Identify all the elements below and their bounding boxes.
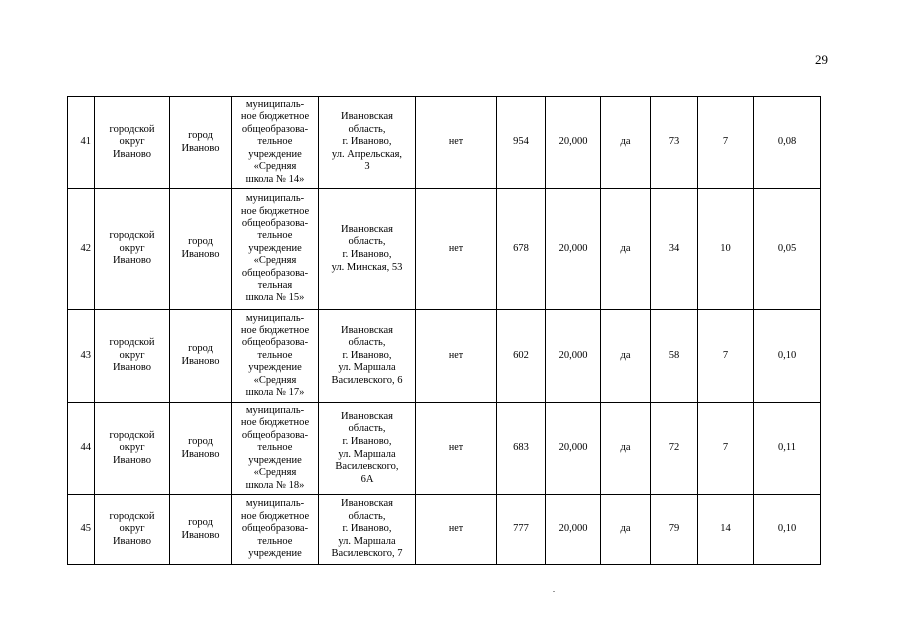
n2-cell xyxy=(698,403,754,495)
flag1-cell xyxy=(416,495,497,565)
n1-cell xyxy=(651,403,698,495)
count-cell-text: 777 xyxy=(513,523,529,535)
count-cell xyxy=(497,189,546,310)
flag2-cell xyxy=(601,403,651,495)
flag1-cell xyxy=(416,403,497,495)
city-cell-text: город Иваново xyxy=(181,516,220,541)
flag1-cell-text: нет xyxy=(448,136,464,148)
value-cell xyxy=(546,495,601,565)
address-cell-text: Ивановская область, г. Иваново, ул. Маршала Василевского, 6А xyxy=(335,410,399,485)
row-number-cell-text: 43 xyxy=(80,349,91,361)
institution-cell-text: муниципаль- ное бюджетное общеобразова- тельное учреждение «Средняя школа № 17» xyxy=(240,312,310,399)
district-cell xyxy=(95,403,170,495)
row-number-cell-text: 42 xyxy=(80,242,91,254)
city-cell xyxy=(170,495,232,565)
institution-cell xyxy=(232,97,319,189)
address-cell-text: Ивановская область, г. Иваново, ул. Апрельская, 3 xyxy=(331,111,403,173)
city-cell xyxy=(170,189,232,310)
ratio-cell xyxy=(754,310,821,403)
n2-cell-text: 10 xyxy=(720,242,731,254)
n1-cell xyxy=(651,189,698,310)
n1-cell-text: 73 xyxy=(668,136,680,148)
n2-cell-text: 7 xyxy=(722,136,729,148)
address-cell xyxy=(319,495,416,565)
flag2-cell-text: да xyxy=(620,442,631,454)
district-cell-text: городской округ Иваново xyxy=(109,510,155,547)
value-cell-text: 20,000 xyxy=(558,442,588,454)
institution-cell-text: муниципаль- ное бюджетное общеобразова- тельное учреждение «Средняя общеобразова- тельная школа № 15» xyxy=(240,193,310,304)
institution-cell xyxy=(232,403,319,495)
flag1-cell xyxy=(416,189,497,310)
row-number-cell xyxy=(68,310,95,403)
flag1-cell xyxy=(416,310,497,403)
flag1-cell xyxy=(416,97,497,189)
institution-cell xyxy=(232,310,319,403)
row-number-cell xyxy=(68,495,95,565)
n2-cell-text: 7 xyxy=(722,349,729,361)
flag1-cell-text: нет xyxy=(448,442,464,454)
city-cell-text: город Иваново xyxy=(181,236,220,260)
flag2-cell-text: да xyxy=(620,349,631,361)
institution-cell xyxy=(232,495,319,565)
city-cell-text: город Иваново xyxy=(181,343,220,367)
flag2-cell xyxy=(601,310,651,403)
row-number-cell xyxy=(68,189,95,310)
page-number: 29 xyxy=(815,52,828,67)
count-cell xyxy=(497,403,546,495)
row-number-cell xyxy=(68,97,95,189)
row-number-cell-text: 45 xyxy=(80,523,91,535)
address-cell xyxy=(319,310,416,403)
value-cell-text: 20,000 xyxy=(558,136,588,148)
n1-cell xyxy=(651,97,698,189)
n2-cell-text: 14 xyxy=(720,523,731,535)
district-cell-text: городской округ Иваново xyxy=(109,123,155,160)
value-cell xyxy=(546,310,601,403)
city-cell xyxy=(170,97,232,189)
institution-cell-text: муниципаль- ное бюджетное общеобразова- тельное учреждение «Средняя школа № 14» xyxy=(240,99,310,185)
city-cell-text: город Иваново xyxy=(181,435,220,460)
row-number-cell-text: 44 xyxy=(80,442,91,454)
n1-cell-text: 34 xyxy=(668,242,680,254)
ratio-cell-text: 0,05 xyxy=(777,242,797,254)
address-cell xyxy=(319,403,416,495)
ratio-cell-text: 0,10 xyxy=(777,349,797,361)
flag1-cell-text: нет xyxy=(448,242,464,254)
n2-cell-text: 7 xyxy=(722,442,729,454)
ratio-cell-text: 0,08 xyxy=(777,136,797,148)
ratio-cell xyxy=(754,97,821,189)
city-cell xyxy=(170,310,232,403)
district-cell xyxy=(95,97,170,189)
table-row xyxy=(68,97,821,189)
n1-cell-text: 72 xyxy=(668,442,680,454)
ratio-cell-text: 0,10 xyxy=(777,523,797,535)
flag2-cell xyxy=(601,189,651,310)
district-cell-text: городской округ Иваново xyxy=(109,337,155,374)
count-cell xyxy=(497,97,546,189)
address-cell-text: Ивановская область, г. Иваново, ул. Маршала Василевского, 7 xyxy=(331,498,403,560)
flag2-cell-text: да xyxy=(620,523,631,535)
district-cell-text: городской округ Иваново xyxy=(109,429,155,466)
ratio-cell-text: 0,11 xyxy=(778,442,796,454)
n1-cell-text: 79 xyxy=(668,523,680,535)
count-cell-text: 954 xyxy=(513,136,529,148)
count-cell xyxy=(497,310,546,403)
n2-cell xyxy=(698,495,754,565)
count-cell-text: 683 xyxy=(513,442,529,454)
row-number-cell xyxy=(68,403,95,495)
city-cell xyxy=(170,403,232,495)
district-cell xyxy=(95,189,170,310)
institution-cell xyxy=(232,189,319,310)
table-row xyxy=(68,310,821,403)
row-number-cell-text: 41 xyxy=(80,136,91,148)
value-cell-text: 20,000 xyxy=(558,242,588,254)
n1-cell xyxy=(651,310,698,403)
n1-cell-text: 58 xyxy=(668,349,680,361)
value-cell xyxy=(546,189,601,310)
district-cell xyxy=(95,495,170,565)
value-cell-text: 20,000 xyxy=(558,349,588,361)
n2-cell xyxy=(698,189,754,310)
flag1-cell-text: нет xyxy=(448,523,464,535)
table-row xyxy=(68,403,821,495)
city-cell-text: город Иваново xyxy=(181,129,220,154)
institution-cell-text: муниципаль- ное бюджетное общеобразова- тельное учреждение «Средняя школа № 18» xyxy=(240,405,310,491)
n1-cell xyxy=(651,495,698,565)
ratio-cell xyxy=(754,403,821,495)
value-cell xyxy=(546,403,601,495)
table-row xyxy=(68,495,821,565)
schools-table xyxy=(67,96,821,565)
institution-cell-text: муниципаль- ное бюджетное общеобразова- тельное учреждение xyxy=(240,498,310,560)
address-cell-text: Ивановская область, г. Иваново, ул. Маршала Василевского, 6 xyxy=(331,324,403,386)
address-cell-text: Ивановская область, г. Иваново, ул. Минская, 53 xyxy=(331,223,403,273)
address-cell xyxy=(319,97,416,189)
count-cell-text: 602 xyxy=(513,349,529,361)
value-cell-text: 20,000 xyxy=(558,523,588,535)
scan-speck xyxy=(553,591,555,592)
ratio-cell xyxy=(754,189,821,310)
value-cell xyxy=(546,97,601,189)
flag1-cell-text: нет xyxy=(448,349,464,361)
flag2-cell-text: да xyxy=(620,242,631,254)
table-row xyxy=(68,189,821,310)
district-cell xyxy=(95,310,170,403)
n2-cell xyxy=(698,97,754,189)
count-cell xyxy=(497,495,546,565)
district-cell-text: городской округ Иваново xyxy=(109,230,155,267)
flag2-cell xyxy=(601,495,651,565)
flag2-cell-text: да xyxy=(620,136,631,148)
n2-cell xyxy=(698,310,754,403)
flag2-cell xyxy=(601,97,651,189)
count-cell-text: 678 xyxy=(513,242,529,254)
address-cell xyxy=(319,189,416,310)
ratio-cell xyxy=(754,495,821,565)
